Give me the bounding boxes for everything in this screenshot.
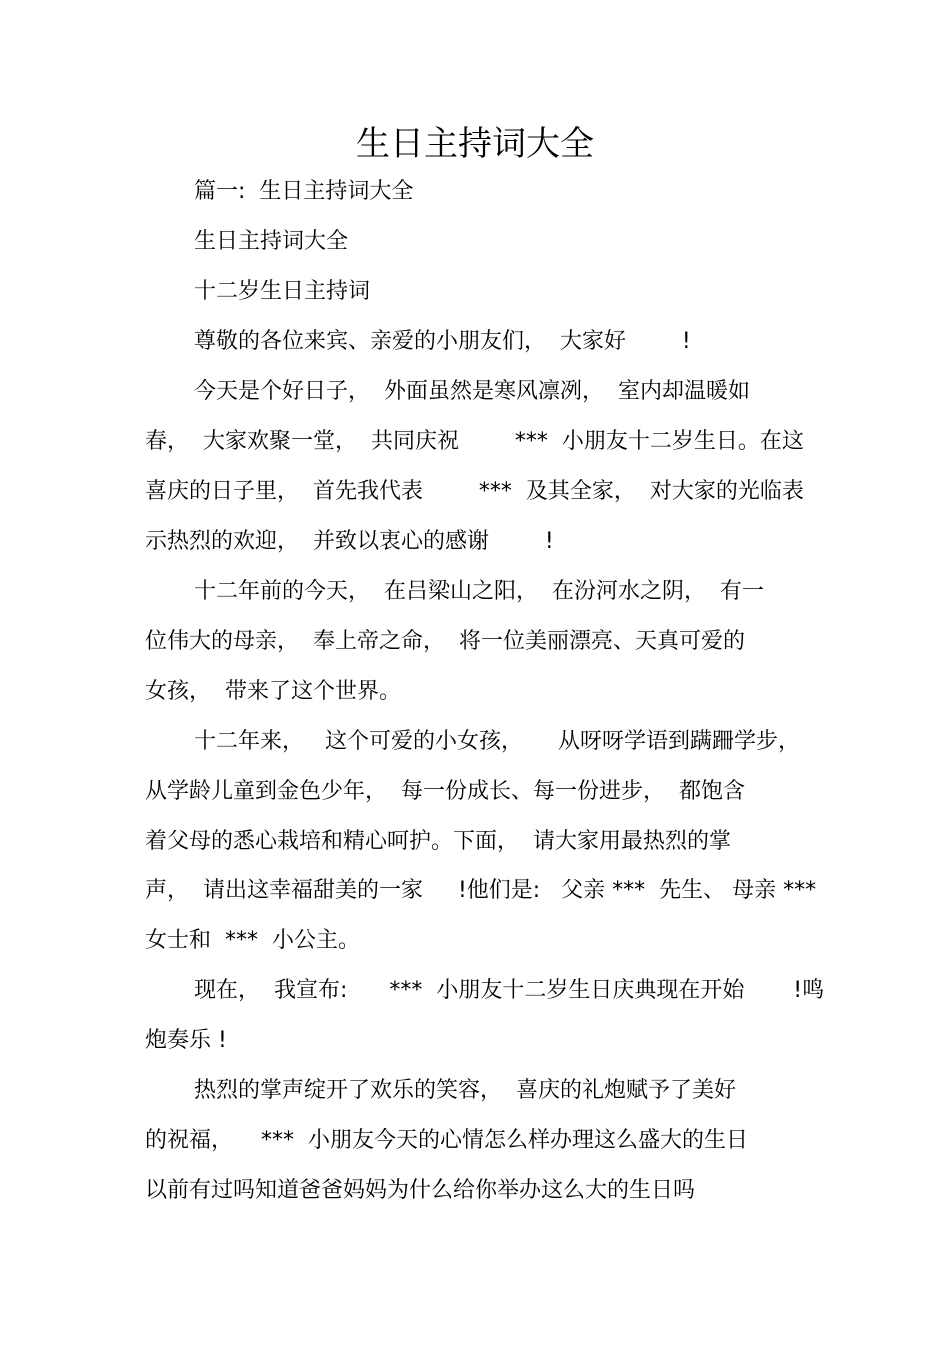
text-line: 十二年前的今天， 在吕梁山之阳， 在汾河水之阴， 有一: [194, 579, 764, 604]
text-line: 现在， 我宣布: *** 小朋友十二岁生日庆典现在开始 !鸣: [194, 978, 825, 1003]
text-line: 女士和 *** 小公主。: [145, 928, 360, 953]
text-line: 位伟大的母亲， 奉上帝之命， 将一位美丽漂亮、天真可爱的: [145, 629, 745, 654]
text-line: 炮奏乐 !: [145, 1028, 227, 1053]
section-heading: 篇一: 生日主持词大全: [194, 179, 414, 204]
text-line: 以前有过吗知道爸爸妈妈为什么给你举办这么大的生日吗: [145, 1178, 696, 1203]
page-title: 生日主持词大全: [356, 124, 594, 164]
text-line: 尊敬的各位来宾、亲爱的小朋友们， 大家好 !: [194, 329, 691, 354]
text-line: 春， 大家欢聚一堂， 共同庆祝 *** 小朋友十二岁生日。在这: [145, 429, 804, 454]
text-line: 声， 请出这幸福甜美的一家 !他们是: 父亲 *** 先生、 母亲 ***: [145, 878, 817, 903]
text-line: 热烈的掌声绽开了欢乐的笑容， 喜庆的礼炮赋予了美好: [194, 1078, 736, 1103]
text-line: 今天是个好日子， 外面虽然是寒风凛冽， 室内却温暖如: [194, 379, 750, 404]
subtitle-line: 十二岁生日主持词: [194, 279, 371, 304]
subtitle-line: 生日主持词大全: [194, 229, 349, 254]
text-line: 喜庆的日子里， 首先我代表 *** 及其全家， 对大家的光临表: [145, 479, 804, 504]
text-line: 从学龄儿童到金色少年， 每一份成长、每一份进步， 都饱含: [145, 779, 745, 804]
text-line: 十二年来， 这个可爱的小女孩， 从呀呀学语到蹒跚学步，: [194, 729, 800, 754]
text-line: 女孩， 带来了这个世界。: [145, 679, 401, 704]
text-line: 着父母的悉心栽培和精心呵护。下面， 请大家用最热烈的掌: [145, 829, 731, 854]
text-line: 示热烈的欢迎， 并致以衷心的感谢 !: [145, 529, 554, 554]
text-line: 的祝福， *** 小朋友今天的心情怎么样办理这么盛大的生日: [145, 1128, 748, 1153]
